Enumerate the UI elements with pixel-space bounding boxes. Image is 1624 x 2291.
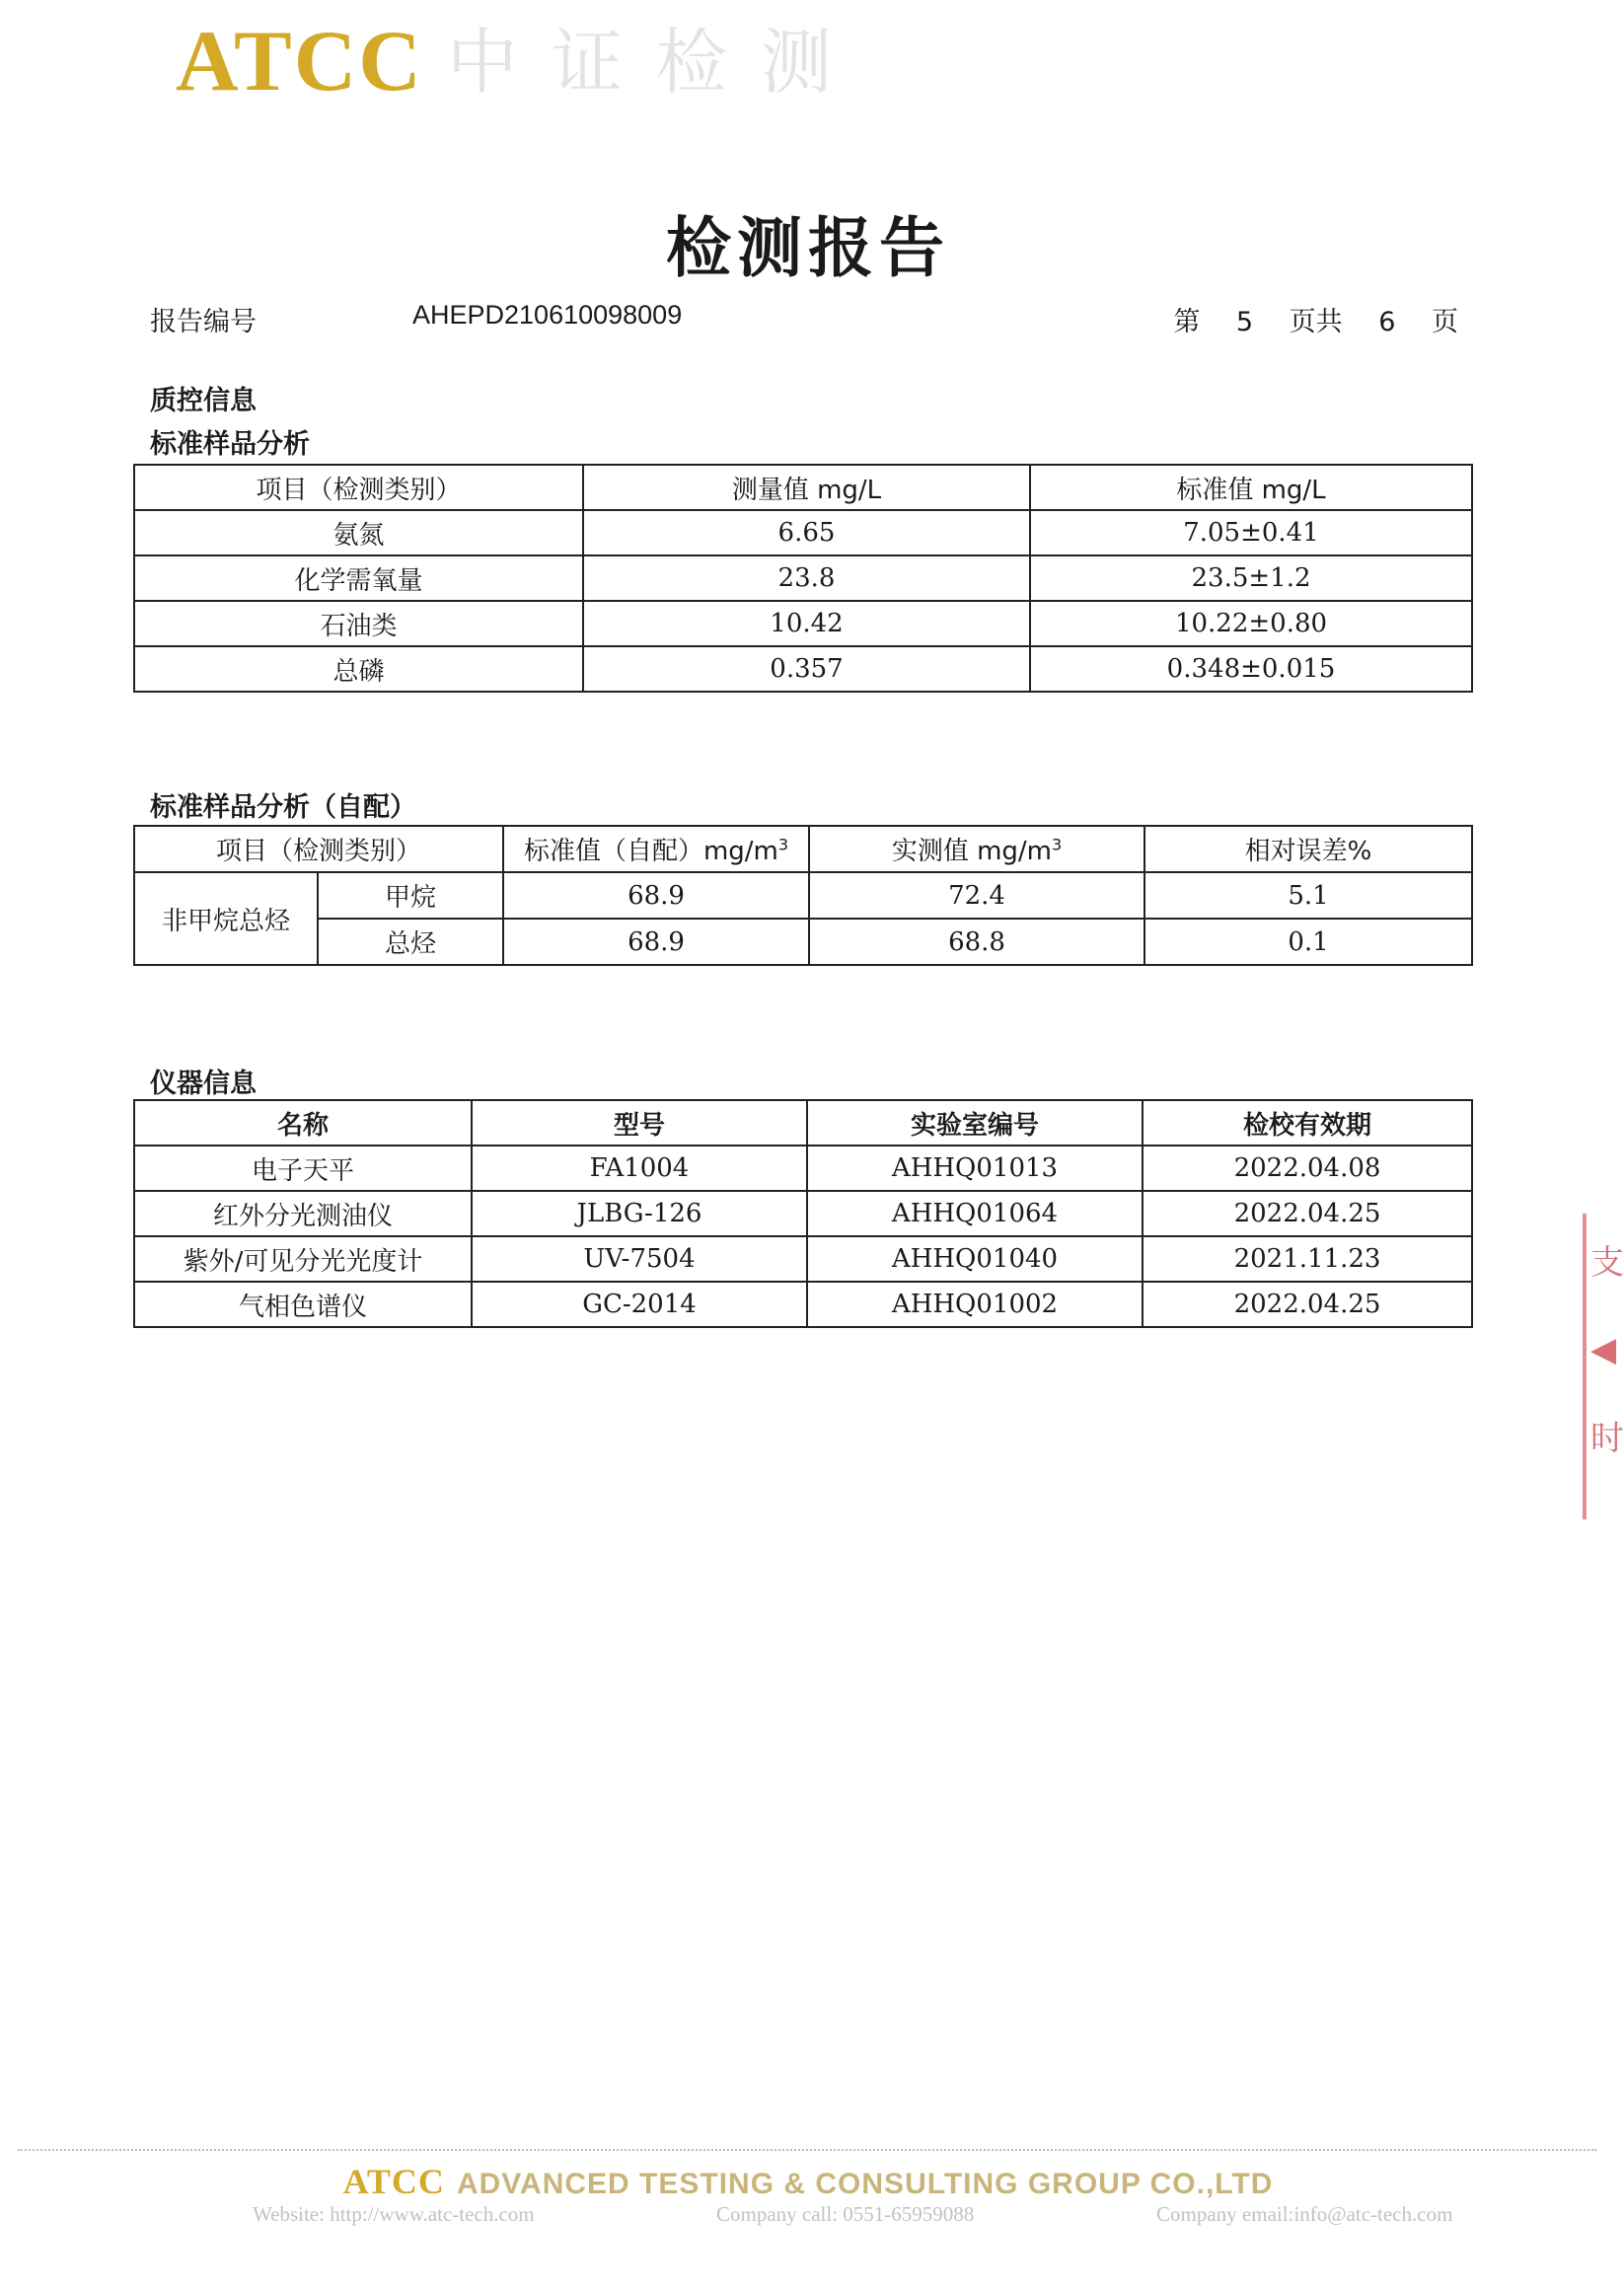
column-header: 检校有效期 bbox=[1143, 1100, 1472, 1146]
table-cell: GC-2014 bbox=[472, 1282, 807, 1327]
instrument-table bbox=[133, 1099, 1473, 1328]
seal-fragment: 时 bbox=[1590, 1419, 1624, 1458]
table-cell: 2022.04.08 bbox=[1143, 1146, 1472, 1191]
table-row bbox=[134, 1282, 1472, 1327]
table-cell: 2022.04.25 bbox=[1143, 1282, 1472, 1327]
table-cell: 68.9 bbox=[503, 872, 809, 919]
seal-fragment: ◀ bbox=[1590, 1330, 1617, 1369]
table-row bbox=[134, 872, 1472, 919]
footer-brand bbox=[0, 2161, 1616, 2202]
table-cell: 2021.11.23 bbox=[1143, 1236, 1472, 1282]
qc-heading: 质控信息 bbox=[150, 386, 257, 416]
table-cell: 气相色谱仪 bbox=[134, 1282, 472, 1327]
table-header-row bbox=[134, 465, 1472, 510]
column-header: 相对误差% bbox=[1144, 826, 1472, 872]
table-cell: AHHQ01013 bbox=[807, 1146, 1143, 1191]
footer-brand-mark: ATCC bbox=[342, 2162, 445, 2201]
group-cell: 非甲烷总烃 bbox=[134, 872, 318, 965]
table-cell: 氨氮 bbox=[134, 510, 583, 555]
footer-phone: Company call: 0551-65959088 bbox=[716, 2202, 975, 2226]
seal-fragment: 支 bbox=[1590, 1243, 1624, 1283]
table-cell: 0.357 bbox=[583, 646, 1030, 692]
column-header: 名称 bbox=[134, 1100, 472, 1146]
table-header-row bbox=[134, 826, 1472, 872]
column-header bbox=[503, 826, 809, 872]
table-cell: 0.348±0.015 bbox=[1030, 646, 1472, 692]
column-header bbox=[809, 826, 1144, 872]
table-row bbox=[134, 510, 1472, 555]
table-header-row bbox=[134, 1100, 1472, 1146]
report-number-value: AHEPD210610098009 bbox=[412, 300, 683, 330]
table-cell: UV-7504 bbox=[472, 1236, 807, 1282]
table-cell: 红外分光测油仪 bbox=[134, 1191, 472, 1236]
table-cell: 6.65 bbox=[583, 510, 1030, 555]
table-cell: 电子天平 bbox=[134, 1146, 472, 1191]
table-cell: 2022.04.25 bbox=[1143, 1191, 1472, 1236]
column-header-text: 实测值 mg/m bbox=[891, 837, 1053, 866]
footer-brand-text: ADVANCED TESTING & CONSULTING GROUP CO.,LTD bbox=[456, 2168, 1274, 2200]
table-cell: 72.4 bbox=[809, 872, 1144, 919]
table-cell: 23.5±1.2 bbox=[1030, 555, 1472, 601]
table-row bbox=[134, 919, 1472, 965]
table-cell: 化学需氧量 bbox=[134, 555, 583, 601]
logo-mark: ATCC bbox=[176, 14, 423, 110]
table-cell: 68.9 bbox=[503, 919, 809, 965]
column-header: 型号 bbox=[472, 1100, 807, 1146]
footer-divider bbox=[18, 2149, 1596, 2151]
standard-sample-heading: 标准样品分析 bbox=[150, 429, 310, 460]
column-header-text: 标准值（自配）mg/m bbox=[523, 837, 778, 866]
table-cell: 甲烷 bbox=[318, 872, 503, 919]
table-row bbox=[134, 1236, 1472, 1282]
table-cell: FA1004 bbox=[472, 1146, 807, 1191]
table-cell: 0.1 bbox=[1144, 919, 1472, 965]
page-title: 检测报告 bbox=[666, 210, 950, 286]
table-cell: 石油类 bbox=[134, 601, 583, 646]
unit-exponent: 3 bbox=[1052, 835, 1063, 854]
column-header: 测量值 mg/L bbox=[583, 465, 1030, 510]
table-cell: 10.22±0.80 bbox=[1030, 601, 1472, 646]
table-cell: 总磷 bbox=[134, 646, 583, 692]
table-row bbox=[134, 555, 1472, 601]
table-row bbox=[134, 646, 1472, 692]
self-prepared-sample-table bbox=[133, 825, 1473, 966]
column-header: 项目（检测类别） bbox=[134, 465, 583, 510]
self-prepared-sample-heading: 标准样品分析（自配） bbox=[150, 792, 416, 823]
table-cell: 23.8 bbox=[583, 555, 1030, 601]
table-cell: 10.42 bbox=[583, 601, 1030, 646]
table-cell: AHHQ01064 bbox=[807, 1191, 1143, 1236]
table-cell: AHHQ01002 bbox=[807, 1282, 1143, 1327]
footer-website[interactable]: Website: http://www.atc-tech.com bbox=[253, 2202, 535, 2226]
logo-chinese-name: 中证检测 bbox=[446, 21, 865, 104]
column-header: 项目（检测类别） bbox=[134, 826, 503, 872]
report-number-label: 报告编号 bbox=[150, 307, 257, 337]
column-header: 标准值 mg/L bbox=[1030, 465, 1472, 510]
table-cell: 紫外/可见分光光度计 bbox=[134, 1236, 472, 1282]
column-header: 实验室编号 bbox=[807, 1100, 1143, 1146]
table-row bbox=[134, 1191, 1472, 1236]
standard-sample-table bbox=[133, 464, 1473, 693]
table-cell: 7.05±0.41 bbox=[1030, 510, 1472, 555]
company-logo bbox=[176, 14, 865, 110]
table-row bbox=[134, 1146, 1472, 1191]
unit-exponent: 3 bbox=[777, 835, 789, 854]
instrument-heading: 仪器信息 bbox=[150, 1069, 257, 1099]
table-cell: 68.8 bbox=[809, 919, 1144, 965]
table-cell: 总烃 bbox=[318, 919, 503, 965]
page-info: 第 5 页共 6 页 bbox=[1173, 307, 1458, 337]
table-cell: 5.1 bbox=[1144, 872, 1472, 919]
table-row bbox=[134, 601, 1472, 646]
footer-email[interactable]: Company email:info@atc-tech.com bbox=[1156, 2202, 1453, 2226]
table-cell: JLBG-126 bbox=[472, 1191, 807, 1236]
table-cell: AHHQ01040 bbox=[807, 1236, 1143, 1282]
seal-stamp bbox=[1583, 1214, 1624, 1519]
